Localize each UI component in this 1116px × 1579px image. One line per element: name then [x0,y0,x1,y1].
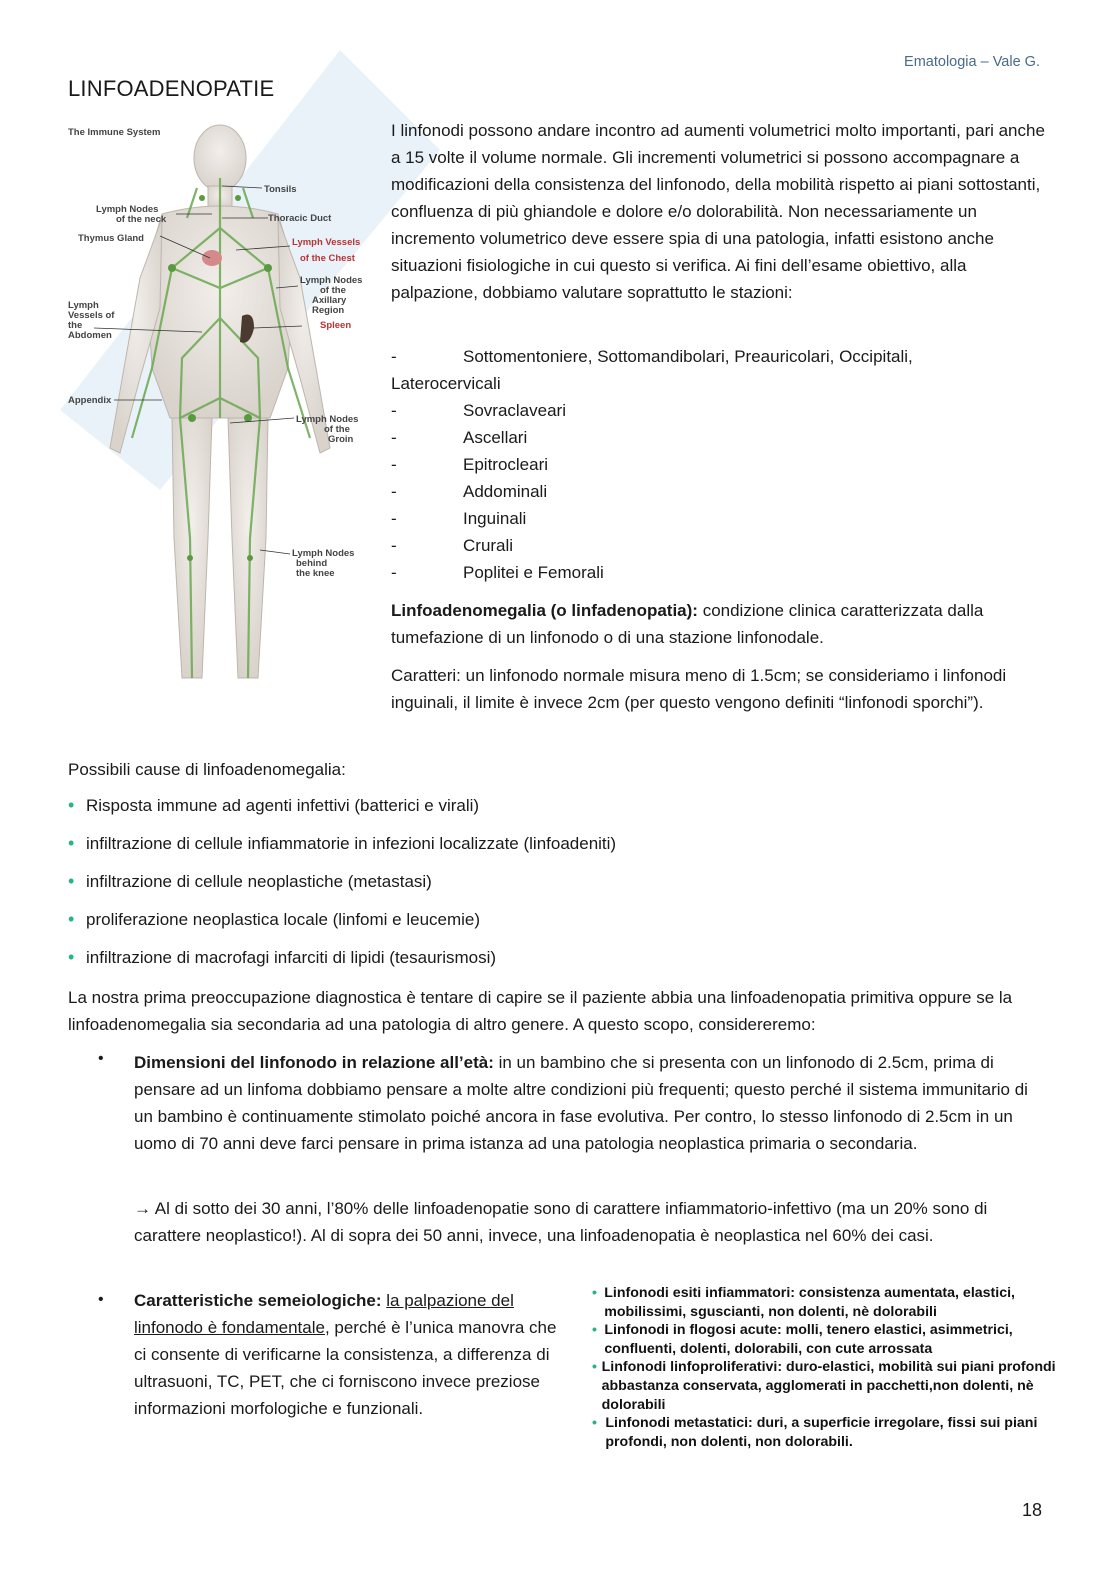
list-item: • Linfonodi in flogosi acute: molli, tenero elastici, asimmetrici, confluenti, dolenti, dolorabili, con cute arrossata [592,1322,1013,1357]
figure-label: Lymph Vessels [292,237,361,248]
figure-label: Appendix [68,395,112,406]
figure-label: Groin [328,434,354,445]
figure-label: of the neck [116,214,167,225]
list-item: • infiltrazione di macrofagi infarciti di lipidi (tesaurismosi) [68,947,497,967]
list-item: - Poplitei e Femorali [391,563,604,582]
figure-label: of the [320,285,346,296]
figure-label: Thymus Gland [78,233,144,244]
list-item: - Epitrocleari [391,455,549,474]
list-item: • infiltrazione di cellule infiammatorie in infezioni localizzate (linfoadeniti) [68,833,617,853]
immune-system-figure [62,118,380,743]
list-item: - Addominali [391,482,548,501]
list-item: • infiltrazione di cellule neoplastiche (metastasi) [68,871,432,891]
figure-label: Tonsils [264,184,297,195]
figure-label: Lymph Nodes [292,548,355,559]
causes-title: Possibili cause di linfoadenomegalia: [68,760,346,779]
figure-label: Vessels of [68,310,115,321]
figure-label: the [68,320,83,331]
semeiologic-paragraph: Caratteristiche semeiologiche: la palpazione del linfonodo è fondamentale, perché è l’unica manovra che ci consente di verificarne la consistenza, a differenza di ultrasuoni, TC, PET, che ci forniscono invece preziose informazioni morfologiche e funzionali. [134,1291,557,1418]
figure-label: Region [312,305,345,316]
list-item: • Linfonodi metastatici: duri, a superficie irregolare, fissi sui piani profondi, non dolenti, non dolorabili. [592,1415,1038,1450]
figure-label: Lymph [68,300,99,311]
diagnostic-paragraph: La nostra prima preoccupazione diagnostica è tentare di capire se il paziente abbia una linfoadenopatia primitiva oppure se la linfoadenomegalia sia secondaria ad una patologia di altro genere. A questo scopo, considereremo: [68,988,1013,1034]
list-item: • proliferazione neoplastica locale (linfomi e leucemie) [68,909,481,929]
figure-label: of the [324,424,350,435]
caratteri-paragraph: Caratteri: un linfonodo normale misura meno di 1.5cm; se consideriamo i linfonodi inguinali, il limite è invece 2cm (per questo vengono definiti “linfonodi sporchi”). [391,666,1007,712]
figure-label: Abdomen [68,330,112,341]
dimension-paragraph: Dimensioni del linfonodo in relazione all’età: in un bambino che si presenta con un linfonodo di 2.5cm, prima di pensare ad un linfoma dobbiamo pensare a molte altre condizioni più frequenti; questo perché il sistema immunitario di un bambino è continuamente stimolato poiché ancora in fase evolutiva. Per contro, lo stesso linfonodo di 2.5cm in un uomo di 70 anni deve farci pensare in prima istanza ad una patologia neoplastica primaria o secondaria. [134,1053,1028,1153]
list-item: • Linfonodi linfoproliferativi: duro-elastici, mobilità sui piani profondi abbastanza conservata, agglomerati in pacchetti,non dolenti, nè dolorabili [592,1359,1056,1413]
arrow-right-icon: → [134,1199,151,1218]
bullet-dimension: • [98,1050,104,1067]
intro-paragraph: I linfonodi possono andare incontro ad aumenti volumetrici molto importanti, pari anche a 15 volte il volume normale. Gli incrementi volumetrici si possono accompagnare a modificazioni della consistenza del linfonodo, della mobilità rispetto ai piani sottostanti, confluenza di più ghiandole e dolore e/o dolorabilità. Non necessariamente un incremento volumetrico deve essere spia di una patologia, infatti esistono anche situazioni fisiologiche in cui questo si verifica. Ai fini dell’esame obiettivo, alla palpazione, dobbiamo valutare soprattutto le stazioni: [391,121,1045,302]
figure-label: of the Chest [300,253,355,264]
page-number: 18 [1021,1500,1042,1520]
figure-label: Spleen [320,320,352,331]
figure-label: Lymph Nodes [96,204,159,215]
section-title: LINFOADENOPATIE [68,76,275,101]
figure-label: behind [296,558,328,569]
list-item: - Crurali [391,536,514,555]
figure-label: the knee [296,568,335,579]
list-item: - Sovraclaveari [391,401,566,420]
bullet-semeiologic: • [98,1291,104,1308]
list-item: - Ascellari [391,428,528,447]
list-item: - Sottomentoniere, Sottomandibolari, Preauricolari, Occipitali, [391,347,913,366]
figure-label: Axillary [312,295,347,306]
figure-label: Lymph Nodes [300,275,363,286]
definition-paragraph: Linfoadenomegalia (o linfadenopatia): condizione clinica caratterizzata dalla tumefazione di un linfonodo o di una stazione linfonodale. [391,601,984,647]
age-statistics-paragraph: → Al di sotto dei 30 anni, l’80% delle linfoadenopatie sono di carattere infiammatorio-infettivo (ma un 20% sono di carattere neoplastico!). Al di sopra dei 50 anni, invece, una linfoadenopatia è neoplastica nel 60% dei casi. [134,1199,988,1245]
list-item: - Inguinali [391,509,527,528]
document-header: Ematologia – Vale G. [904,54,1040,70]
stations-list: - Sottomentoniere, Sottomandibolari, Preauricolari, Occipitali, Laterocervicali - Sovraclaveari - Ascellari - Epitrocleari - Addominali - Inguinali - Crurali - Poplitei e Femorali [391,343,1046,586]
figure-heading: The Immune System [68,127,161,138]
figure-label: Thoracic Duct [268,213,332,224]
list-item: • Risposta immune ad agenti infettivi (batterici e virali) [68,795,480,815]
list-item: • Linfonodi esiti infiammatori: consistenza aumentata, elastici, mobilissimi, sguscianti, non dolenti, nè dolorabili [592,1285,1015,1320]
figure-label: Lymph Nodes [296,414,359,425]
node-types-list [592,1284,1062,1451]
